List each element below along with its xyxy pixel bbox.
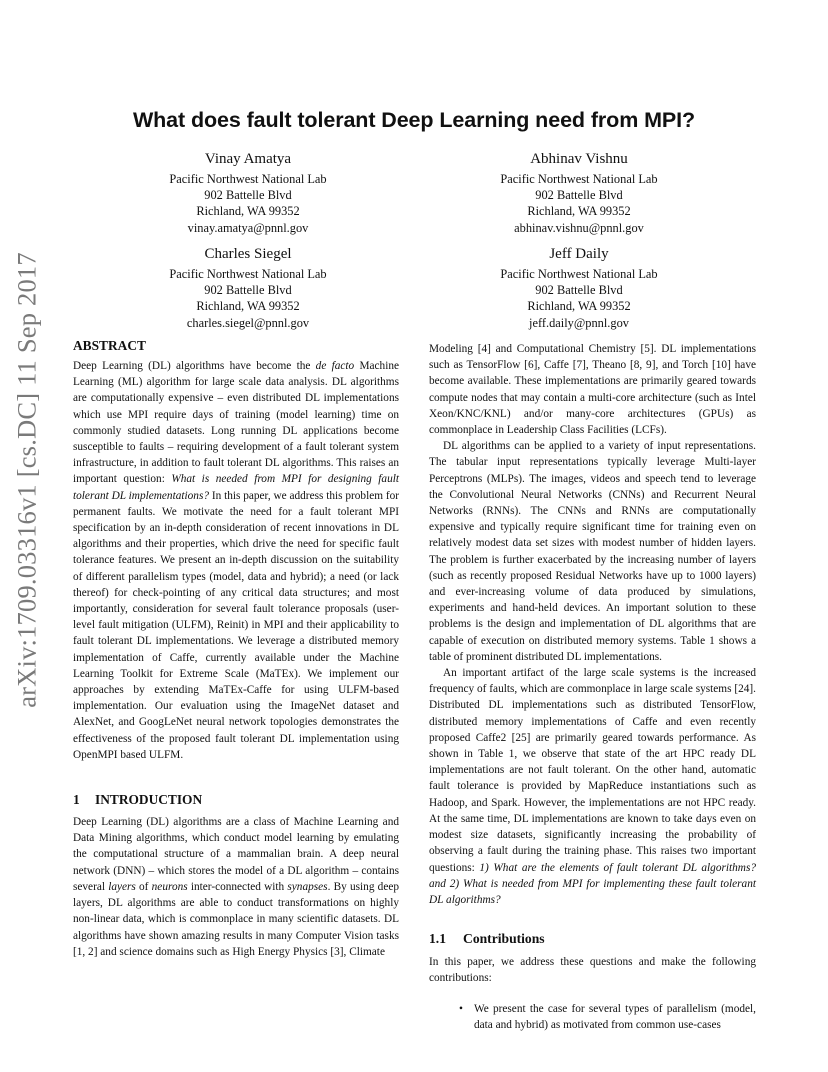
- bullet-icon: •: [459, 1002, 463, 1015]
- arxiv-identifier-text: arXiv:1709.03316v1 [cs.DC] 11 Sep 2017: [11, 252, 42, 708]
- intro-emphasis: 1) What are the elements of fault tolerant DL algorithms? and 2) What is needed from MPI for implementing these fault tolerant DL algorithms?: [429, 861, 756, 906]
- author-city: Richland, WA 99352: [527, 204, 631, 219]
- section-title: Contributions: [463, 931, 545, 947]
- author-city: Richland, WA 99352: [527, 299, 631, 314]
- intro-paragraph-1-continued: [429, 341, 756, 438]
- arxiv-identifier: [7, 252, 47, 708]
- author-name: Jeff Daily: [549, 246, 609, 262]
- author-email: vinay.amatya@pnnl.gov: [187, 220, 309, 235]
- section-number: 1.1: [429, 931, 446, 947]
- author-city: Richland, WA 99352: [196, 299, 300, 314]
- author-affiliation: Pacific Northwest National Lab: [169, 267, 327, 281]
- intro-text-part: Deep Learning (DL) algorithms are a class of Machine Learning and Data Mining algorithms, which conduct model learning by emulating the computational structure of a mammalian brain. A deep neural network (DNN) – which stores the model of a DL algorithm – contains several: [73, 816, 399, 893]
- right-column: [429, 341, 756, 1033]
- author-name: Abhinav Vishnu: [530, 151, 628, 167]
- abstract-emphasis: What is needed from MPI for designing fault tolerant DL implementations?: [73, 473, 399, 502]
- author-block: [118, 150, 378, 236]
- author-city: Richland, WA 99352: [196, 204, 300, 219]
- abstract-emphasis: de facto: [315, 360, 355, 372]
- intro-text-part: An important artifact of the large scale systems is the increased frequency of faults, which are commonplace in large scale systems [24]. Distributed DL implementations such as distributed TensorFlow, distributed memory implementations of Caffe and even recently proposed Caffe2 [25] are primarily geared towards performance. As shown in Table 1, we observe that state of the art HPC ready DL implementations are not fault tolerant. On the other hand, automatic fault tolerance is provided by MapReduce instantiations such as Hadoop, and Spark. However, the implementations are not HPC ready. At the same time, DL implementations are known to take days even on modest size datasets, significantly increasing the probability of observing a fault during the training phase. This raises two important questions:: [429, 667, 756, 874]
- section-heading-introduction: [73, 791, 399, 809]
- contributions-intro: In this paper, we address these questions and make the following contributions:: [429, 956, 756, 985]
- author-block: [449, 150, 709, 236]
- abstract-text-part: In this paper, we address this problem for permanent faults. We motivate the need for a fault tolerant MPI specification by an in-depth consideration of recent innovations in DL algorithms and their properties, which drive the need for specific fault tolerance features. We present an in-depth discussion on the suitability of different parallelism types (model, data and hybrid); a need (or lack thereof) for check-pointing of any critical data structures; and most importantly, consideration for several fault tolerance proposals (user-level fault mitigation (ULFM), Reinit) in MPI and their applicability to fault tolerant DL implementations. We leverage a distributed memory implementation of Caffe, currently available under the Machine Learning Toolkit for Extreme Scale (MaTEx). We implement our approaches by extending MaTEx-Caffe for using ULFM-based implementation. Our evaluation using the ImageNet dataset and AlexNet, and GoogLeNet neural network topologies demonstrates the effectiveness of the proposed fault tolerant DL implementation using OpenMPI based ULFM.: [73, 489, 400, 761]
- abstract-text-part: Deep Learning (DL) algorithms have become the: [73, 360, 316, 372]
- author-email: charles.siegel@pnnl.gov: [186, 315, 310, 330]
- author-street: 902 Battelle Blvd: [204, 188, 292, 203]
- list-item-text: We present the case for several types of parallelism (model, data and hybrid) as motivated from common use-cases: [474, 1002, 756, 1031]
- author-street: 902 Battelle Blvd: [204, 283, 292, 298]
- intro-text-part: inter-connected with: [187, 880, 288, 893]
- intro-paragraph-3: [429, 665, 756, 908]
- intro-text-part: of: [135, 880, 152, 893]
- author-block: [118, 245, 378, 331]
- contributions-list: [429, 1001, 756, 1033]
- author-affiliation: Pacific Northwest National Lab: [500, 267, 658, 281]
- author-street: 902 Battelle Blvd: [535, 188, 623, 203]
- author-email: jeff.daily@pnnl.gov: [529, 315, 629, 330]
- author-block: [449, 245, 709, 331]
- author-street: 902 Battelle Blvd: [535, 283, 623, 298]
- section-number: 1: [73, 792, 80, 808]
- author-affiliation: Pacific Northwest National Lab: [169, 172, 327, 186]
- abstract-heading: ABSTRACT: [73, 338, 146, 353]
- author-name: Vinay Amatya: [204, 151, 292, 167]
- author-affiliation: Pacific Northwest National Lab: [500, 172, 658, 186]
- author-email: abhinav.vishnu@pnnl.gov: [514, 220, 644, 235]
- author-name: Charles Siegel: [204, 246, 292, 262]
- abstract-text-part: Machine Learning (ML) algorithm for large scale data analysis. DL algorithms are computationally expensive – even distributed DL implementations which use MPI require days of training (model learning) time on commonly studied datasets. Long running DL applications become susceptible to faults – requiring development of a fault tolerant system infrastructure, in addition to fault tolerant DL algorithms. This raises an important question:: [73, 360, 399, 486]
- intro-emphasis: synapses: [287, 880, 328, 893]
- left-column: [73, 337, 399, 960]
- paper-title: What does fault tolerant Deep Learning need from MPI?: [132, 108, 696, 132]
- intro-text-part: Modeling [4] and Computational Chemistry [5]. DL implementations such as TensorFlow [6], Caffe [7], Theano [8, 9], and Torch [10] have become available. These implementations are primarily geared towards compute nodes that may contain a multi-core architecture (such as Intel Xeon/KNC/KNL) and/or many-core architectures (GPUs) as commonplace in Leadership Class Facilities (LCFs).: [429, 343, 756, 437]
- intro-text-part: . By using deep layers, DL algorithms are able to conduct transformations on highly non-linear data, which is commonplace in many scientific datasets. DL algorithms have shown amazing results in many Computer Vision tasks [1, 2] and science domains such as High Energy Physics [3], Climate: [73, 880, 400, 958]
- abstract-text: [73, 358, 399, 763]
- list-item: [459, 1001, 756, 1033]
- intro-emphasis: layers: [108, 880, 136, 893]
- intro-paragraph-2: DL algorithms can be applied to a variety of input representations. The tabular input representations typically leverage Multi-layer Perceptrons (MLPs). The images, videos and speech tend to leverage the Convolutional Neural Networks (CNNs) and Recurrent Neural Networks (RNNs). The CNNs and RNNs are computationally expensive and typically require significant time for training even on relatively modest data set sizes with modest number of hidden layers. The problem is further exacerbated by the increasing number of layers (such as recently proposed Residual Networks have up to 1000 layers) and ever-increasing volume of data produced by simulations, experiments and hand-held devices. An important solution to these problems is the design and implementation of DL algorithms that are capable of execution on distributed memory systems. Table 1 shows a table of prominent distributed DL implementations.: [429, 440, 756, 663]
- intro-emphasis: neurons: [151, 880, 188, 893]
- section-heading-contributions: [429, 930, 756, 948]
- intro-paragraph-1-start: [73, 814, 399, 960]
- section-title: INTRODUCTION: [95, 792, 203, 808]
